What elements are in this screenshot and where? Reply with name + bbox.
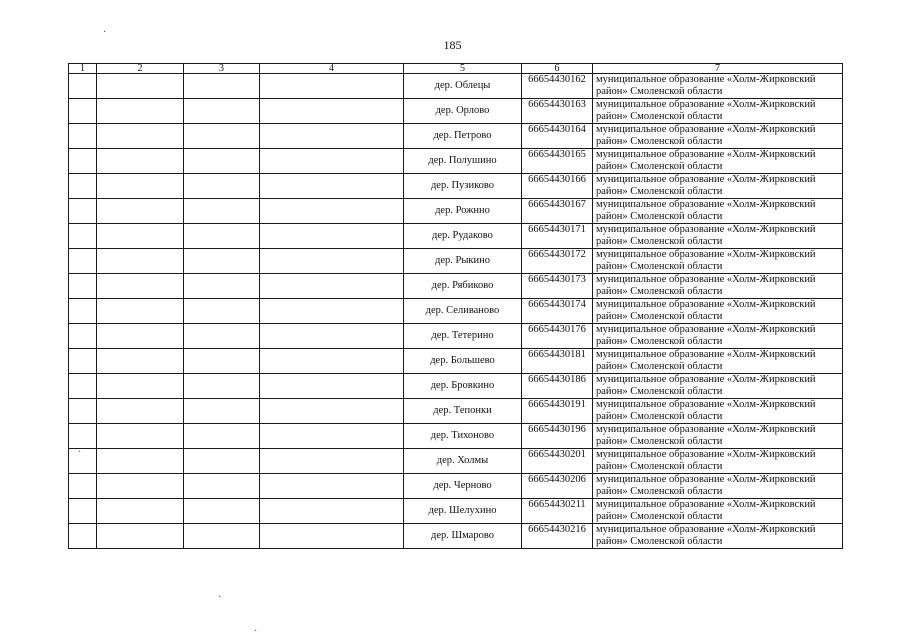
settlement-name: дер. Тепонки [404, 399, 522, 424]
table-body [69, 74, 843, 549]
table-row [69, 249, 843, 274]
table-row [69, 149, 843, 174]
empty-cell [69, 374, 97, 399]
empty-cell [184, 149, 260, 174]
empty-cell [260, 374, 404, 399]
oktmo-code: 66654430196 [522, 424, 593, 449]
empty-cell [97, 349, 184, 374]
municipality-description: муниципальное образование «Холм-Жирковский район» Смоленской области [593, 499, 843, 524]
empty-cell [184, 299, 260, 324]
empty-cell [69, 449, 97, 474]
municipality-description: муниципальное образование «Холм-Жирковский район» Смоленской области [593, 274, 843, 299]
table-row [69, 299, 843, 324]
empty-cell [97, 249, 184, 274]
empty-cell [69, 124, 97, 149]
empty-cell [184, 249, 260, 274]
table-row [69, 124, 843, 149]
empty-cell [260, 249, 404, 274]
oktmo-code: 66654430165 [522, 149, 593, 174]
empty-cell [69, 499, 97, 524]
empty-cell [69, 399, 97, 424]
municipality-description: муниципальное образование «Холм-Жирковский район» Смоленской области [593, 399, 843, 424]
empty-cell [97, 474, 184, 499]
empty-cell [69, 324, 97, 349]
column-header-1: 1 [69, 64, 97, 74]
empty-cell [97, 274, 184, 299]
oktmo-code: 66654430206 [522, 474, 593, 499]
empty-cell [97, 499, 184, 524]
empty-cell [260, 424, 404, 449]
column-header-4: 4 [260, 64, 404, 74]
settlement-name: дер. Тетерино [404, 324, 522, 349]
column-header-5: 5 [404, 64, 522, 74]
empty-cell [69, 474, 97, 499]
empty-cell [184, 99, 260, 124]
empty-cell [69, 299, 97, 324]
settlement-name: дер. Бровкино [404, 374, 522, 399]
settlement-name: дер. Рябиково [404, 274, 522, 299]
municipality-description: муниципальное образование «Холм-Жирковский район» Смоленской области [593, 149, 843, 174]
empty-cell [184, 499, 260, 524]
municipality-description: муниципальное образование «Холм-Жирковский район» Смоленской области [593, 124, 843, 149]
empty-cell [97, 99, 184, 124]
empty-cell [97, 399, 184, 424]
table-row [69, 399, 843, 424]
municipality-description: муниципальное образование «Холм-Жирковский район» Смоленской области [593, 374, 843, 399]
oktmo-code: 66654430171 [522, 224, 593, 249]
table-row [69, 349, 843, 374]
oktmo-code: 66654430173 [522, 274, 593, 299]
municipality-description: муниципальное образование «Холм-Жирковский район» Смоленской области [593, 524, 843, 549]
table-row [69, 374, 843, 399]
oktmo-code: 66654430201 [522, 449, 593, 474]
table-row [69, 449, 843, 474]
table-row [69, 524, 843, 549]
empty-cell [260, 299, 404, 324]
table-row [69, 274, 843, 299]
empty-cell [260, 74, 404, 99]
settlement-name: дер. Холмы [404, 449, 522, 474]
empty-cell [69, 199, 97, 224]
empty-cell [69, 524, 97, 549]
empty-cell [184, 124, 260, 149]
municipality-description: муниципальное образование «Холм-Жирковский район» Смоленской области [593, 474, 843, 499]
oktmo-code: 66654430164 [522, 124, 593, 149]
table-row [69, 499, 843, 524]
settlement-name: дер. Рыкино [404, 249, 522, 274]
empty-cell [184, 199, 260, 224]
table-row [69, 174, 843, 199]
empty-cell [184, 474, 260, 499]
empty-cell [69, 149, 97, 174]
empty-cell [184, 174, 260, 199]
oktmo-code: 66654430172 [522, 249, 593, 274]
table-row [69, 324, 843, 349]
empty-cell [97, 449, 184, 474]
empty-cell [69, 224, 97, 249]
empty-cell [260, 149, 404, 174]
settlement-name: дер. Большево [404, 349, 522, 374]
empty-cell [69, 249, 97, 274]
empty-cell [184, 274, 260, 299]
table-row [69, 474, 843, 499]
empty-cell [260, 199, 404, 224]
table-row [69, 99, 843, 124]
empty-cell [184, 449, 260, 474]
empty-cell [184, 399, 260, 424]
oktmo-code: 66654430176 [522, 324, 593, 349]
empty-cell [97, 74, 184, 99]
empty-cell [260, 524, 404, 549]
header-row [69, 64, 843, 74]
municipality-description: муниципальное образование «Холм-Жирковский район» Смоленской области [593, 174, 843, 199]
empty-cell [69, 74, 97, 99]
settlement-name: дер. Черново [404, 474, 522, 499]
empty-cell [97, 124, 184, 149]
empty-cell [97, 299, 184, 324]
municipality-description: муниципальное образование «Холм-Жирковский район» Смоленской области [593, 199, 843, 224]
municipality-description: муниципальное образование «Холм-Жирковский район» Смоленской области [593, 99, 843, 124]
oktmo-code: 66654430162 [522, 74, 593, 99]
empty-cell [184, 524, 260, 549]
oktmo-code: 66654430166 [522, 174, 593, 199]
municipality-description: муниципальное образование «Холм-Жирковский район» Смоленской области [593, 324, 843, 349]
empty-cell [260, 449, 404, 474]
oktmo-code: 66654430211 [522, 499, 593, 524]
settlement-name: дер. Рожнно [404, 199, 522, 224]
settlement-name: дер. Орлово [404, 99, 522, 124]
oktmo-code: 66654430181 [522, 349, 593, 374]
scan-speck: · [103, 27, 107, 38]
empty-cell [260, 349, 404, 374]
municipality-description: муниципальное образование «Холм-Жирковский район» Смоленской области [593, 424, 843, 449]
empty-cell [97, 374, 184, 399]
scan-speck: · [218, 592, 222, 603]
empty-cell [184, 324, 260, 349]
municipality-description: муниципальное образование «Холм-Жирковский район» Смоленской области [593, 74, 843, 99]
empty-cell [260, 399, 404, 424]
scan-speck: · [254, 626, 258, 637]
oktmo-code: 66654430167 [522, 199, 593, 224]
table-row [69, 224, 843, 249]
settlement-name: дер. Шмарово [404, 524, 522, 549]
settlements-table [68, 63, 843, 549]
column-header-3: 3 [184, 64, 260, 74]
municipality-description: муниципальное образование «Холм-Жирковский район» Смоленской области [593, 349, 843, 374]
empty-cell [97, 524, 184, 549]
oktmo-code: 66654430191 [522, 399, 593, 424]
municipality-description: муниципальное образование «Холм-Жирковский район» Смоленской области [593, 299, 843, 324]
empty-cell [260, 124, 404, 149]
empty-cell [260, 499, 404, 524]
column-header-2: 2 [97, 64, 184, 74]
empty-cell [260, 474, 404, 499]
table-row [69, 74, 843, 99]
empty-cell [69, 424, 97, 449]
table-row [69, 424, 843, 449]
empty-cell [97, 149, 184, 174]
empty-cell [97, 199, 184, 224]
empty-cell [260, 274, 404, 299]
empty-cell [260, 99, 404, 124]
settlement-name: дер. Пузиково [404, 174, 522, 199]
empty-cell [97, 224, 184, 249]
empty-cell [260, 324, 404, 349]
settlement-name: дер. Тихоново [404, 424, 522, 449]
empty-cell [184, 349, 260, 374]
empty-cell [184, 224, 260, 249]
empty-cell [260, 224, 404, 249]
settlement-name: дер. Шелухино [404, 499, 522, 524]
table-row [69, 199, 843, 224]
column-header-6: 6 [522, 64, 593, 74]
oktmo-code: 66654430186 [522, 374, 593, 399]
settlement-name: дер. Селиваново [404, 299, 522, 324]
empty-cell [184, 374, 260, 399]
oktmo-code: 66654430163 [522, 99, 593, 124]
empty-cell [184, 424, 260, 449]
municipality-description: муниципальное образование «Холм-Жирковский район» Смоленской области [593, 224, 843, 249]
settlement-name: дер. Рудаково [404, 224, 522, 249]
settlement-name: дер. Полушино [404, 149, 522, 174]
column-header-7: 7 [593, 64, 843, 74]
settlement-name: дер. Облецы [404, 74, 522, 99]
page-number: 185 [443, 38, 462, 52]
empty-cell [69, 349, 97, 374]
empty-cell [97, 174, 184, 199]
empty-cell [69, 174, 97, 199]
municipality-description: муниципальное образование «Холм-Жирковский район» Смоленской области [593, 249, 843, 274]
empty-cell [97, 324, 184, 349]
empty-cell [69, 99, 97, 124]
empty-cell [97, 424, 184, 449]
empty-cell [260, 174, 404, 199]
settlement-name: дер. Петрово [404, 124, 522, 149]
oktmo-code: 66654430174 [522, 299, 593, 324]
municipality-description: муниципальное образование «Холм-Жирковский район» Смоленской области [593, 449, 843, 474]
scan-speck: · [78, 447, 82, 458]
empty-cell [69, 274, 97, 299]
oktmo-code: 66654430216 [522, 524, 593, 549]
empty-cell [184, 74, 260, 99]
